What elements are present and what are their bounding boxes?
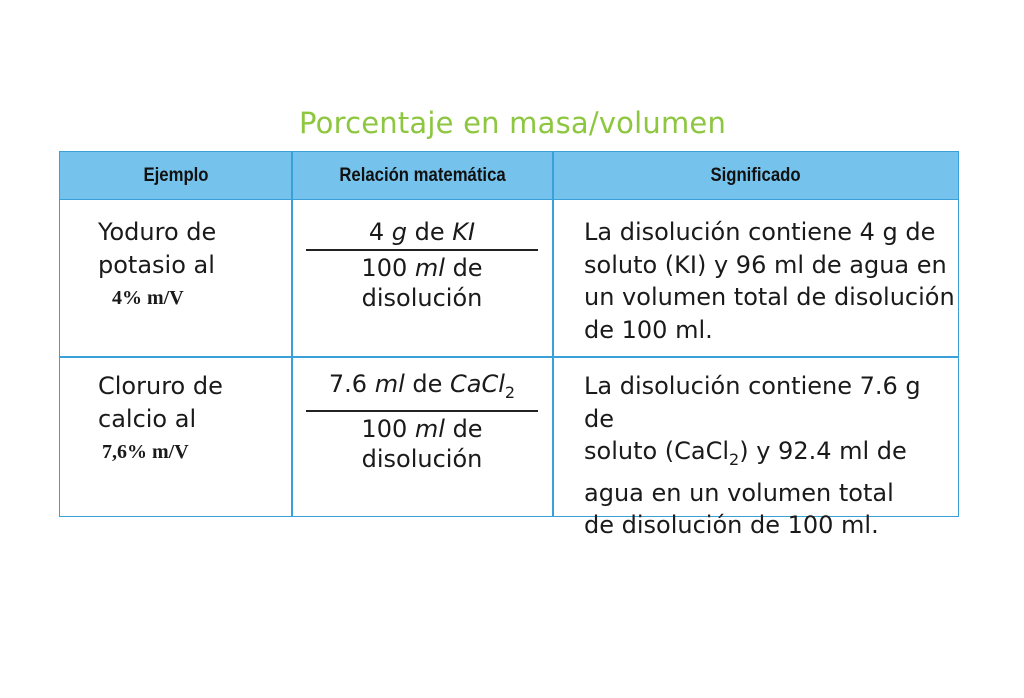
header-significado: Significado (710, 165, 801, 186)
significado-line: La disolución contiene 7.6 g de (584, 372, 921, 433)
numerator-unit: g (391, 218, 408, 246)
concentration-label: 7,6% m/V (102, 441, 189, 463)
significado-line: un volumen total de disolución (584, 283, 955, 311)
significado-line: La disolución contiene 4 g de (584, 218, 936, 246)
numerator-value: 7.6 (328, 370, 368, 398)
numerator-of: de (412, 370, 443, 398)
fraction-numerator (306, 216, 538, 248)
header-relacion: Relación matemática (339, 165, 506, 186)
header-ejemplo: Ejemplo (143, 165, 209, 186)
numerator-subscript: 2 (504, 383, 516, 402)
column-divider (552, 152, 554, 516)
significado-line: de disolución de 100 ml. (584, 511, 879, 539)
fraction-bar (306, 249, 538, 251)
row-2-fraction (306, 368, 538, 474)
significado-subscript: 2 (729, 450, 740, 469)
significado-line: agua en un volumen total (584, 478, 894, 507)
significado-line: de 100 ml. (584, 315, 713, 344)
fraction-bar (306, 410, 538, 412)
example-text: Cloruro de (98, 372, 223, 400)
row-1-significado (584, 216, 955, 346)
table-header-row (60, 152, 958, 200)
numerator-species: KI (452, 218, 476, 246)
significado-line: soluto (KI) y 96 ml de agua en (584, 250, 947, 279)
numerator-species: CaCl (450, 370, 505, 398)
denominator-text: de disolución (361, 414, 483, 473)
fraction-denominator (306, 253, 538, 313)
denominator-unit: ml (414, 253, 445, 282)
example-text: potasio al (98, 251, 215, 279)
concentration-table (59, 151, 959, 539)
denominator-value: 100 (361, 414, 408, 443)
example-text: Yoduro de (98, 218, 217, 246)
page-title: Porcentaje en masa/volumen (299, 106, 727, 140)
column-divider (291, 152, 293, 516)
denominator-value: 100 (361, 253, 408, 282)
significado-line (584, 435, 958, 477)
row-2-significado (584, 370, 958, 542)
numerator-unit: ml (374, 370, 405, 398)
example-text: calcio al (98, 405, 197, 433)
table-row-2-example (98, 370, 223, 466)
numerator-value: 4 (368, 218, 385, 246)
row-1-fraction (306, 216, 538, 313)
denominator-unit: ml (414, 414, 445, 443)
numerator-of: de (414, 218, 445, 246)
denominator-text: de disolución (361, 253, 483, 312)
fraction-numerator (306, 368, 538, 409)
fraction-denominator (306, 414, 538, 474)
table-row-1-example (98, 216, 216, 312)
concentration-label: 4% m/V (112, 287, 184, 309)
significado-text: ) y 92.4 ml de (739, 437, 907, 465)
row-divider (60, 356, 958, 358)
significado-text: soluto (CaCl (584, 437, 730, 465)
